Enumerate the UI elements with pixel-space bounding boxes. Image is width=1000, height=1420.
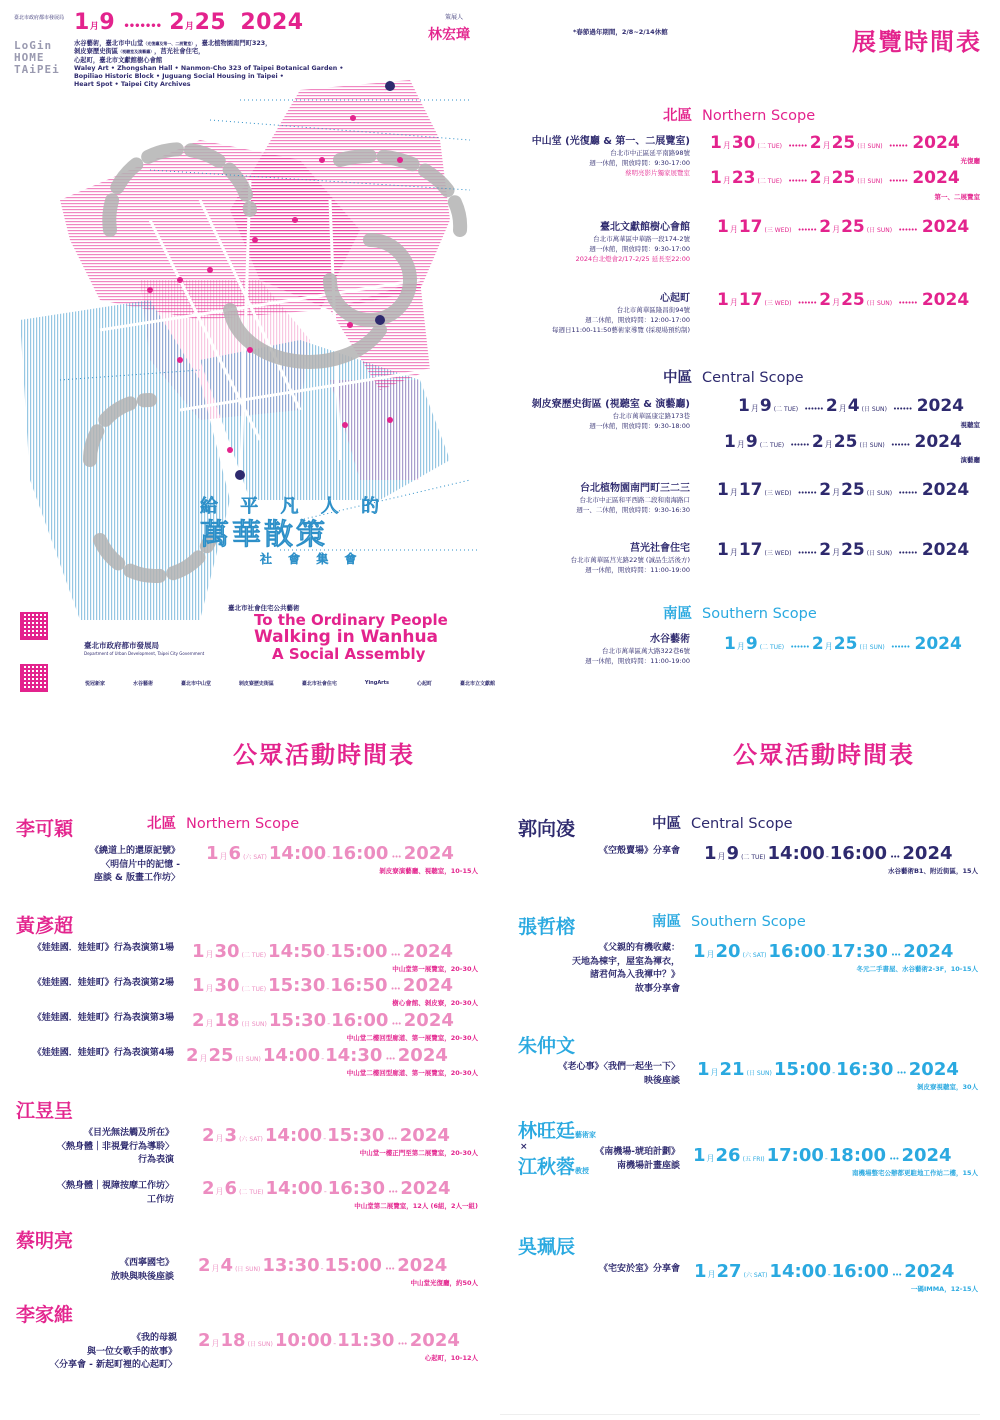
date-range: 1 月 9 (二 TUE) •••••• 2 月 25 (日 SUN) •••••• 2024: [724, 634, 962, 654]
event-location: 心起町，10-12人: [424, 1354, 478, 1362]
event-datetime: 1 月 30 (二 TUE) 15:30 - 16:50 ••• 2024: [192, 975, 454, 996]
event-title: 《父親的有機收藏： 天地為棟宇，屋室為褌衣， 諸君何為入我褌中？》 故事分享會: [571, 943, 680, 994]
event-title: 《娃娃國．娃娃町》行為表演第3場: [32, 1013, 174, 1023]
event-location: 南機場整宅公辦都更駐地工作站二樓，15人: [851, 1169, 978, 1177]
event-title: 〈熱身體｜視障按摩工作坊〉 工作坊: [56, 1181, 174, 1205]
event-location: 中山堂二樓回型廊道、第一展覽室，20-30人: [346, 1069, 478, 1077]
poster-date-range: 1月9 ••••••• 2月25 2024: [74, 10, 304, 35]
event-location: 一碼IMMA，12-15人: [910, 1285, 978, 1293]
events-heading-left: 公眾活動時間表: [233, 741, 415, 769]
venue-nanmon-cho: 台北植物園南門町三二三 台北市中正區和平西路二段和南海路口 週一、二休館，開放時間：9:30-16:30: [576, 483, 690, 514]
artist-name: 郭向凌: [518, 818, 576, 840]
events-heading-right: 公眾活動時間表: [733, 741, 915, 769]
date-subnote: 第一、二展覽室: [934, 193, 980, 201]
artist-name: 江秋蓉教授: [518, 1156, 590, 1178]
event-location: 中山堂一樓正門至第二展覽室，20-30人: [359, 1149, 478, 1157]
event-title: 《繞道上的還原記號》 〈明信片中的記憶 - 座談 & 版畫工作坊〉: [89, 846, 180, 883]
event-title: 《空殼賣場》分享會: [598, 846, 680, 856]
qr-code[interactable]: [20, 612, 48, 640]
sponsor-logos: 悦冠新家 水谷藝術 臺北市中山堂 剝皮寮歷史街區 臺北市社會住宅 YingArts 心起町 臺北市立文獻館: [85, 680, 495, 687]
artist-name: 朱仲文: [518, 1035, 576, 1057]
venue-heart-spot: 心起町 台北市萬華區隆昌街94號 週二休館，開放時間：12:00-17:00 每週日11:00-11:50藝術家導覽 (採現場預約制): [552, 293, 690, 334]
date-range: 1 月 9 (二 TUE) •••••• 2 月 4 (日 SUN) •••••• 2024: [738, 396, 965, 416]
event-datetime: 2 月 18 (日 SUN) 10:00 - 11:30 ••• 2024: [198, 1330, 460, 1351]
region-south-header: 南區 Southern Scope: [663, 606, 817, 622]
date-range: 1 月 17 (三 WED) •••••• 2 月 25 (日 SUN) •••••• 2024: [717, 540, 970, 560]
exhibition-timetable: [500, 0, 1000, 710]
event-location: 中山堂光復廳，約50人: [410, 1279, 478, 1287]
artist-name: 江昱呈: [16, 1100, 74, 1122]
artist-name: 林旺廷藝術家: [518, 1120, 597, 1142]
poster-title-en: To the Ordinary People Walking in Wanhua A Social Assembly: [254, 611, 448, 663]
organizer-label: 臺北市政府都市發展局 Department of Urban Development, Taipei City Government: [84, 641, 205, 656]
curator-name: 林宏璋: [428, 27, 470, 43]
event-location: 水谷藝術B1、附近街區，15人: [887, 867, 978, 875]
region-north-header: 北區 Northern Scope: [663, 108, 816, 124]
date-range: 1 月 23 (二 TUE) •••••• 2 月 25 (日 SUN) •••••• 2024: [710, 168, 960, 188]
artist-name: 吳珮辰: [518, 1236, 576, 1258]
qr-code[interactable]: [20, 664, 48, 692]
date-range: 1 月 9 (二 TUE) •••••• 2 月 25 (日 SUN) •••••• 2024: [724, 432, 962, 452]
venue-bopiliao: 剝皮寮歷史街區 (視聽室 & 演藝廳) 台北市萬華區康定路173巷 週一休館，開放時間：9:30-18:00: [531, 399, 690, 430]
exhibition-poster: [0, 0, 500, 710]
event-location: 中山堂第二展覽室，12人 (6組，2人一組): [354, 1202, 478, 1210]
event-title: 《娃娃國．娃娃町》行為表演第1場: [32, 943, 174, 953]
event-location: 中山堂二樓回型廊道、第一展覽室，20-30人: [346, 1034, 478, 1042]
artist-name: 李可穎: [16, 818, 74, 840]
event-datetime: 2 月 4 (日 SUN) 13:30 - 15:00 ••• 2024: [198, 1255, 448, 1276]
date-subnote: 視聽室: [960, 421, 980, 429]
event-location: 中山堂第一展覽室，20-30人: [392, 965, 478, 973]
event-datetime: 1 月 30 (二 TUE) 14:50 - 15:00 ••• 2024: [192, 941, 454, 962]
bottom-divider: [500, 1414, 980, 1415]
event-title: 《宅安於室》分享會: [598, 1264, 680, 1274]
date-range: 1 月 17 (三 WED) •••••• 2 月 25 (日 SUN) •••••• 2024: [717, 290, 970, 310]
date-range: 1 月 17 (三 WED) •••••• 2 月 25 (日 SUN) •••••• 2024: [717, 217, 970, 237]
poster-venue-list: 水谷藝術，臺北市中山堂（光復廳及第一、二展覽室），臺北植物園南門町323， 剝皮寮歷史街區（視聽室及演藝廳），莒光社會住宅， 心起町，臺北市文獻館樹心會館 Waley Art • Zhongshan Hall • Nanmon-Cho 323 of Taipei Botanical Garden • Bopiliao Historic Block • Juguang Social Housing in Taipei • Heart Spot • Taipei City Archives: [74, 40, 344, 89]
venue-waley-art: 水谷藝術 台北市萬華區萬大路322巷6號 週一休館，開放時間：11:00-19:00: [585, 634, 690, 665]
date-range: 1 月 17 (三 WED) •••••• 2 月 25 (日 SUN) •••••• 2024: [717, 480, 970, 500]
date-subnote: 光復廳: [960, 157, 980, 165]
holiday-note: *春節過年期間，2/8~2/14休館: [573, 28, 668, 36]
event-location: 剝皮寮視聽室，30人: [916, 1083, 978, 1091]
event-datetime: 1 月 27 (六 SAT) 14:00 - 16:00 ••• 2024: [694, 1261, 955, 1282]
event-title: 《南機場-琥珀計劃》 南機場計畫座談: [595, 1147, 680, 1171]
venue-zhongshan-hall: 中山堂 (光復廳 & 第一、二展覽室) 台北市中正區延平南路98號 週一休館，開放時間：9:30-17:00 蔡明亮影片獨家展覽室: [531, 136, 690, 177]
event-location: 冬元二手書屋、水谷藝術2-3F，10-15人: [856, 965, 978, 973]
event-datetime: 2 月 18 (日 SUN) 15:30 - 16:00 ••• 2024: [192, 1010, 454, 1031]
event-title: 《西寧國宅》 放映與映後座談: [110, 1258, 174, 1282]
poster-title-cn: 給 平 凡 人 的 萬華散策 社 會 集 會: [200, 496, 388, 566]
artist-name: 黃彥超: [16, 915, 74, 937]
region-north-header: 北區 Northern Scope: [147, 816, 300, 832]
event-datetime: 2 月 3 (六 SAT) 14:00 - 15:30 ••• 2024: [202, 1125, 450, 1146]
event-title: 《老心事》〈我們一起坐一下〉 映後座談: [558, 1062, 680, 1086]
venue-juguang-social-housing: 莒光社會住宅 台北市萬華區莒光路22號 (誠品生活後方) 週一休館，開放時間：11:00-19:00: [570, 543, 690, 574]
venue-taipei-city-archives: 臺北文獻館樹心會館 台北市萬華區中華路一段174-2號 週一休館，開放時間：9:30-17:00 2024台北燈會2/17-2/25 延長至22:00: [575, 222, 690, 263]
event-datetime: 1 月 20 (六 SAT) 16:00 - 17:30 ••• 2024: [693, 941, 954, 962]
times-icon: ×: [520, 1142, 528, 1152]
event-title: 《娃娃國．娃娃町》行為表演第4場: [32, 1048, 174, 1058]
region-south-header: 南區 Southern Scope: [652, 914, 806, 930]
date-subnote: 演藝廳: [960, 456, 980, 464]
region-central-header: 中區 Central Scope: [663, 370, 804, 386]
event-datetime: 2 月 6 (二 TUE) 14:00 - 16:30 ••• 2024: [202, 1178, 451, 1199]
exhibition-heading: 展覽時間表: [852, 28, 982, 56]
region-central-header: 中區 Central Scope: [652, 816, 793, 832]
artist-name: 李家維: [16, 1304, 74, 1326]
event-datetime: 1 月 6 (六 SAT) 14:00 - 16:00 ••• 2024: [206, 843, 454, 864]
org-label: 臺北市政府都市發展局: [14, 15, 65, 21]
curator-label: 策展人: [445, 14, 464, 21]
event-title: 《目光無法觸及所在》 〈熱身體｜非視覺行為導聆〉 行為表演: [56, 1128, 174, 1165]
artist-name: 蔡明亮: [16, 1230, 74, 1252]
event-title: 《我的母親 與一位女歌手的故事》 〈分享會 - 新起町裡的心起町〉: [49, 1333, 177, 1370]
event-title: 《娃娃國．娃娃町》行為表演第2場: [32, 978, 174, 988]
poster-subtitle-cn: 臺北市社會住宅公共藝術: [228, 604, 300, 612]
event-location: 樹心會館、剝皮寮，20-30人: [392, 999, 478, 1007]
event-datetime: 1 月 21 (日 SUN) 15:00 - 16:30 ••• 2024: [697, 1059, 959, 1080]
event-datetime: 2 月 25 (日 SUN) 14:00 - 14:30 ••• 2024: [186, 1045, 448, 1066]
event-location: 剝皮寮演藝廳、視聽室，10-15人: [379, 867, 478, 875]
event-datetime: 1 月 26 (五 FRI) 17:00 - 18:00 ••• 2024: [693, 1145, 952, 1166]
date-range: 1 月 30 (二 TUE) •••••• 2 月 25 (日 SUN) •••••• 2024: [710, 133, 960, 153]
artist-name: 張哲榕: [518, 916, 576, 938]
login-home-taipei-logo: LoGin HOME TAiPEi: [14, 39, 60, 76]
event-datetime: 1 月 9 (二 TUE) 14:00 - 16:00 ••• 2024: [704, 843, 953, 864]
